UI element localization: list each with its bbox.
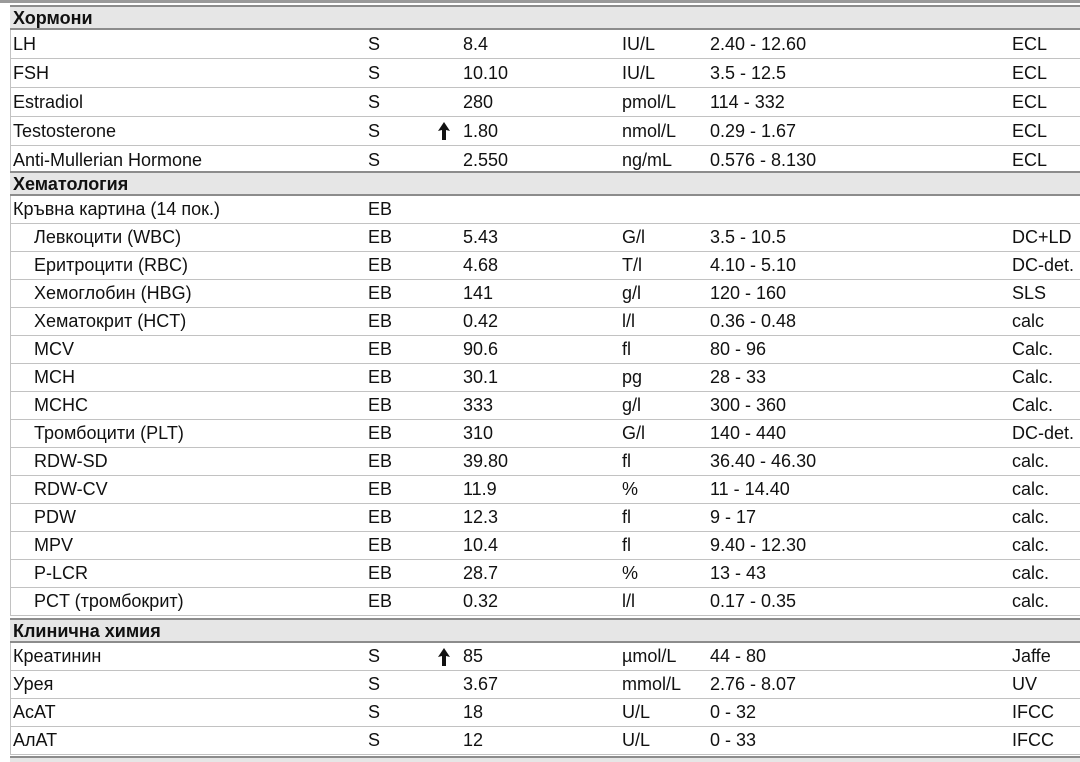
section-header [10,5,1080,30]
test-name: RDW-CV [34,479,108,499]
result-row [10,448,1080,476]
test-name: MPV [34,535,74,555]
section-header [10,618,1080,643]
result-value: 10.4 [463,535,499,555]
result-value: 8.4 [463,34,489,54]
sample-type: EB [368,255,393,275]
sample-type: S [368,730,381,750]
result-row [10,59,1080,88]
result-value: 1.80 [463,121,499,141]
sample-type: S [368,63,381,83]
result-unit: ng/mL [622,150,673,170]
result-value: 141 [463,283,494,303]
reference-range: 0 - 33 [710,730,757,750]
result-value: 0.32 [463,591,499,611]
result-unit: pg [622,367,643,387]
result-value: 5.43 [463,227,499,247]
sample-type: EB [368,227,393,247]
test-name: P-LCR [34,563,89,583]
result-unit: fl [622,507,631,527]
sample-type: EB [368,507,393,527]
result-row [10,30,1080,59]
result-row [10,364,1080,392]
test-method: ECL [1012,121,1048,141]
result-row [10,336,1080,364]
result-row [10,699,1080,727]
test-name: MCH [34,367,75,387]
result-value: 12 [463,730,484,750]
result-row [10,532,1080,560]
result-value: 280 [463,92,494,112]
test-name: RDW-SD [34,451,108,471]
sample-type: EB [368,591,393,611]
sample-type: EB [368,535,393,555]
result-value: 30.1 [463,367,499,387]
result-unit: G/l [622,227,646,247]
top-divider [0,0,1080,3]
sample-type: S [368,34,381,54]
test-method: UV [1012,674,1038,694]
result-value: 4.68 [463,255,499,275]
test-name: PCT (тромбокрит) [34,591,184,611]
test-name: Кръвна картина (14 пок.) [13,199,221,219]
result-value: 3.67 [463,674,499,694]
reference-range: 0.29 - 1.67 [710,121,797,141]
sample-type: S [368,92,381,112]
reference-range: 3.5 - 10.5 [710,227,787,247]
result-row [10,117,1080,146]
result-row [10,392,1080,420]
section-title: Хематология [13,174,129,194]
test-name: PDW [34,507,76,527]
reference-range: 2.76 - 8.07 [710,674,797,694]
test-method: calc. [1012,451,1050,471]
reference-range: 140 - 440 [710,423,787,443]
sample-type: EB [368,199,393,219]
result-unit: U/L [622,702,651,722]
test-name: Хематокрит (HCT) [34,311,187,331]
result-unit: l/l [622,591,635,611]
result-unit: fl [622,339,631,359]
sample-type: S [368,646,381,666]
sample-type: EB [368,395,393,415]
result-unit: T/l [622,255,642,275]
sample-type: S [368,121,381,141]
result-row [10,196,1080,224]
reference-range: 28 - 33 [710,367,767,387]
test-method: calc. [1012,507,1050,527]
result-value: 333 [463,395,494,415]
result-row [10,224,1080,252]
test-method: SLS [1012,283,1047,303]
result-unit: mmol/L [622,674,682,694]
result-row [10,643,1080,671]
test-name: АлAT [13,730,58,750]
section-title: Клинична химия [13,621,161,641]
test-method: calc. [1012,479,1050,499]
result-row [10,588,1080,616]
test-method: calc. [1012,591,1050,611]
test-name: Anti-Mullerian Hormone [13,150,203,170]
sample-type: EB [368,339,393,359]
reference-range: 0.36 - 0.48 [710,311,797,331]
reference-range: 44 - 80 [710,646,767,666]
result-unit: G/l [622,423,646,443]
result-unit: fl [622,451,631,471]
reference-range: 80 - 96 [710,339,767,359]
sample-type: EB [368,451,393,471]
test-method: Calc. [1012,367,1054,387]
result-unit: % [622,479,639,499]
sample-type: EB [368,479,393,499]
reference-range: 120 - 160 [710,283,787,303]
sample-type: S [368,674,381,694]
sample-type: EB [368,283,393,303]
result-value: 18 [463,702,484,722]
test-name: Креатинин [13,646,102,666]
result-unit: pmol/L [622,92,677,112]
result-value: 11.9 [463,479,497,499]
test-method: DC-det. [1012,255,1075,275]
result-unit: l/l [622,311,635,331]
sample-type: EB [368,367,393,387]
result-value: 39.80 [463,451,509,471]
result-value: 2.550 [463,150,509,170]
test-name: Хемоглобин (HBG) [34,283,192,303]
test-name: Еритроцити (RBC) [34,255,188,275]
test-name: AcAT [13,702,56,722]
test-method: calc [1012,311,1045,331]
result-row [10,420,1080,448]
test-method: DC+LD [1012,227,1072,247]
test-name: Testosterone [13,121,117,141]
test-method: IFCC [1012,702,1054,722]
result-unit: fl [622,535,631,555]
result-row [10,476,1080,504]
reference-range: 0.576 - 8.130 [710,150,817,170]
result-value: 10.10 [463,63,509,83]
test-method: ECL [1012,150,1048,170]
test-method: Calc. [1012,339,1054,359]
up-arrow-icon [437,643,451,674]
result-unit: g/l [622,395,642,415]
reference-range: 300 - 360 [710,395,787,415]
test-method: Jaffe [1012,646,1051,666]
test-name: Урея [13,674,54,694]
test-method: Calc. [1012,395,1054,415]
test-name: LH [13,34,37,54]
result-value: 28.7 [463,563,499,583]
reference-range: 0.17 - 0.35 [710,591,797,611]
test-name: Левкоцити (WBC) [34,227,182,247]
test-method: ECL [1012,34,1048,54]
result-unit: µmol/L [622,646,677,666]
test-name: MCHC [34,395,88,415]
reference-range: 2.40 - 12.60 [710,34,807,54]
result-unit: IU/L [622,34,656,54]
result-row [10,671,1080,699]
result-unit: IU/L [622,63,656,83]
reference-range: 36.40 - 46.30 [710,451,817,471]
reference-range: 114 - 332 [710,92,785,112]
reference-range: 9.40 - 12.30 [710,535,807,555]
result-value: 90.6 [463,339,499,359]
result-row [10,560,1080,588]
test-method: calc. [1012,535,1050,555]
test-name: FSH [13,63,49,83]
sample-type: S [368,702,381,722]
test-method: calc. [1012,563,1050,583]
section-title: Хормони [13,8,93,28]
result-unit: % [622,563,639,583]
result-row [10,252,1080,280]
result-unit: nmol/L [622,121,677,141]
result-unit: g/l [622,283,642,303]
reference-range: 0 - 32 [710,702,757,722]
test-method: DC-det. [1012,423,1075,443]
sample-type: EB [368,311,393,331]
test-method: ECL [1012,92,1048,112]
sample-type: S [368,150,381,170]
result-value: 12.3 [463,507,499,527]
section-header [10,171,1080,196]
sample-type: EB [368,563,393,583]
bottom-divider [10,756,1080,762]
result-row [10,504,1080,532]
test-method: ECL [1012,63,1048,83]
test-method: IFCC [1012,730,1054,750]
result-row [10,88,1080,117]
result-row [10,308,1080,336]
reference-range: 11 - 14.40 [710,479,790,499]
result-row [10,280,1080,308]
sample-type: EB [368,423,393,443]
reference-range: 13 - 43 [710,563,767,583]
result-unit: U/L [622,730,651,750]
result-value: 310 [463,423,494,443]
up-arrow-icon [437,117,451,149]
reference-range: 3.5 - 12.5 [710,63,787,83]
reference-range: 9 - 17 [710,507,757,527]
test-name: Тромбоцити (PLT) [34,423,184,443]
reference-range: 4.10 - 5.10 [710,255,797,275]
result-value: 85 [463,646,484,666]
result-row [10,727,1080,755]
test-name: MCV [34,339,74,359]
test-name: Estradiol [13,92,84,112]
result-value: 0.42 [463,311,499,331]
